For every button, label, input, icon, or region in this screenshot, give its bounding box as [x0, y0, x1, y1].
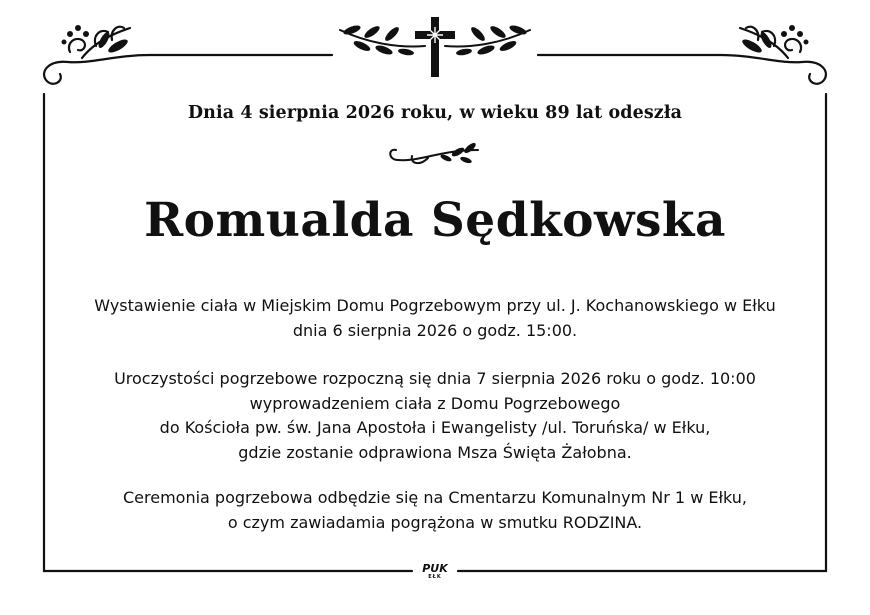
paragraph-line: dnia 6 sierpnia 2026 o godz. 15:00. — [292, 320, 578, 340]
company-logo — [414, 563, 456, 580]
cross-with-laurel-icon — [340, 17, 530, 77]
paragraph-line: wyprowadzeniem ciała z Domu Pogrzebowego — [249, 393, 621, 413]
floral-scroll-icon — [44, 27, 150, 84]
headline: Dnia 4 sierpnia 2026 roku, w wieku 89 lat odeszła — [187, 103, 683, 123]
paragraph-line: Wystawienie ciała w Miejskim Domu Pogrzebowym przy ul. J. Kochanowskiego w Ełku — [94, 296, 776, 315]
paragraph-burial — [40, 486, 830, 535]
paragraph-line: Uroczystości pogrzebowe rozpoczną się dnia 7 sierpnia 2026 roku o godz. 10:00 — [114, 369, 756, 388]
paragraph-viewing — [40, 294, 830, 343]
paragraph-line: Ceremonia pogrzebowa odbędzie się na Cmentarzu Komunalnym Nr 1 w Ełku, — [122, 488, 748, 507]
floral-scroll-icon-right — [720, 25, 826, 84]
paragraph-ceremony — [40, 367, 830, 465]
deceased-name: Romualda Sędkowska — [144, 193, 726, 248]
leaf-sprig-icon — [390, 141, 478, 164]
logo-sub-text: EŁK — [428, 574, 442, 580]
paragraph-line: do Kościoła pw. św. Jana Apostoła i Ewangelisty /ul. Toruńska/ w Ełku, — [159, 418, 711, 437]
logo-main-text: PUK — [422, 562, 448, 575]
paragraph-line: gdzie zostanie odprawiona Msza Święta Żałobna. — [238, 442, 632, 462]
paragraph-line: o czym zawiadamia pogrążona w smutku RODZINA. — [227, 512, 643, 532]
